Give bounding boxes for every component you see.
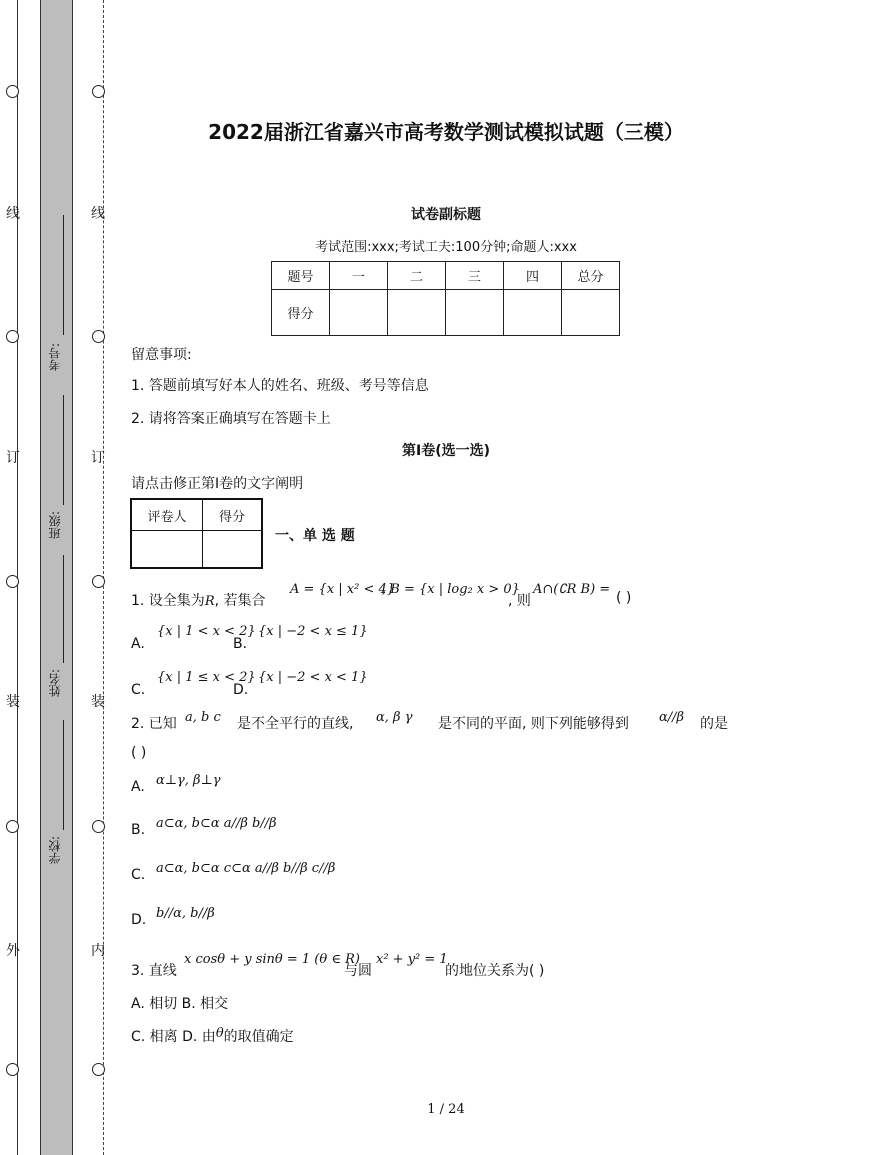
field-name[interactable] bbox=[46, 555, 66, 705]
field-school[interactable] bbox=[46, 720, 66, 870]
field-underline bbox=[63, 555, 64, 663]
punch-hole bbox=[6, 85, 19, 98]
question-1-stem bbox=[131, 590, 266, 610]
q3-options-ab[interactable]: A. 相切 B. 相交 bbox=[131, 996, 229, 1012]
q1-paren: ( ) bbox=[616, 590, 632, 606]
q1-text: 1. 设全集为 bbox=[131, 593, 205, 609]
q2-option-a-label: A. bbox=[131, 779, 145, 795]
punch-hole bbox=[92, 330, 105, 343]
q1-option-a-label: A. bbox=[131, 636, 145, 652]
grader-cell[interactable] bbox=[131, 531, 203, 569]
q1-set-a: A = {x | x² < 4} bbox=[290, 582, 396, 597]
q1-expression: A∩(∁R B) = bbox=[533, 582, 611, 597]
q1-option-c-label: C. bbox=[131, 682, 146, 698]
score-header-cell: 二 bbox=[388, 262, 446, 290]
score-table bbox=[271, 261, 620, 336]
score-header-cell: 题号 bbox=[272, 262, 330, 290]
q3-line-equation: x cosθ + y sinθ = 1 (θ ∈ R) bbox=[184, 952, 360, 967]
q3-text: 的地位关系为( ) bbox=[445, 963, 545, 979]
q3-circle-equation: x² + y² = 1 bbox=[376, 952, 448, 967]
grader-header-cell: 评卷人 bbox=[131, 499, 203, 531]
q2-option-d[interactable]: b//α, b//β bbox=[156, 906, 215, 921]
score-header-cell: 四 bbox=[504, 262, 562, 290]
q2-text: 2. 已知 bbox=[131, 716, 177, 732]
field-label: 学校: bbox=[48, 836, 62, 865]
grader-header-cell: 得分 bbox=[203, 499, 263, 531]
score-row-label: 得分 bbox=[272, 290, 330, 336]
q1-text: , 则 bbox=[508, 593, 531, 609]
margin-char-zhuang: 装 bbox=[6, 694, 20, 710]
q3-theta: θ bbox=[215, 1026, 224, 1041]
notice-item: 2. 请将答案正确填写在答题卡上 bbox=[131, 411, 331, 427]
notice-heading: 留意事项: bbox=[131, 347, 192, 363]
q1-set-b: , B = {x | log₂ x > 0} bbox=[382, 582, 520, 597]
q2-text: 的是 bbox=[700, 716, 728, 732]
q3-text: 与圆 bbox=[344, 963, 372, 979]
score-header-cell: 三 bbox=[446, 262, 504, 290]
q1-text: , 若集合 bbox=[214, 593, 266, 609]
margin-char-wai: 外 bbox=[6, 943, 20, 959]
punch-hole bbox=[6, 1063, 19, 1076]
q3-text: 3. 直线 bbox=[131, 963, 177, 979]
page-subtitle: 试卷副标题 bbox=[411, 207, 481, 223]
score-cell[interactable] bbox=[562, 290, 620, 336]
punch-hole bbox=[92, 575, 105, 588]
punch-hole bbox=[92, 820, 105, 833]
margin-char-ding: 订 bbox=[6, 450, 20, 466]
margin-rule-band-right bbox=[72, 0, 73, 1155]
q2-target: α//β bbox=[659, 710, 685, 725]
score-cell[interactable] bbox=[446, 290, 504, 336]
field-label: 姓名: bbox=[48, 669, 62, 698]
q1-option-b[interactable]: {x | −2 < x ≤ 1} bbox=[258, 624, 368, 639]
score-cell[interactable] bbox=[330, 290, 388, 336]
q1-var: R bbox=[204, 594, 215, 609]
score-cell[interactable] bbox=[504, 290, 562, 336]
q1-option-d-label: D. bbox=[233, 682, 249, 698]
q1-option-b-label: B. bbox=[233, 636, 248, 652]
part-title: 一、单 选 题 bbox=[275, 528, 355, 544]
q1-option-c[interactable]: {x | 1 ≤ x < 2} bbox=[157, 670, 256, 685]
margin-char-zhuang: 装 bbox=[91, 694, 105, 710]
q3-options-cd[interactable] bbox=[131, 1026, 294, 1046]
q3-option-text: C. 相离 D. 由 bbox=[131, 1029, 216, 1045]
q1-option-a[interactable]: {x | 1 < x < 2} bbox=[157, 624, 256, 639]
page-number: 1 / 24 bbox=[427, 1102, 465, 1117]
grader-table bbox=[130, 498, 263, 569]
q2-vars-lines: a, b c bbox=[185, 710, 221, 725]
margin-char-ding: 订 bbox=[91, 450, 105, 466]
field-underline bbox=[63, 215, 64, 335]
section-note: 请点击修正第I卷的文字阐明 bbox=[131, 476, 304, 492]
score-cell[interactable] bbox=[388, 290, 446, 336]
page-title: 2022届浙江省嘉兴市高考数学测试模拟试题（三模） bbox=[208, 120, 684, 144]
margin-char-xian: 线 bbox=[6, 206, 20, 222]
margin-char-xian: 线 bbox=[91, 206, 105, 222]
field-class[interactable] bbox=[46, 395, 66, 545]
score-header-cell: 一 bbox=[330, 262, 388, 290]
score-header-cell: 总分 bbox=[562, 262, 620, 290]
punch-hole bbox=[6, 820, 19, 833]
q2-text: 是不全平行的直线, bbox=[237, 716, 354, 732]
q2-option-b-label: B. bbox=[131, 822, 146, 838]
punch-hole bbox=[6, 575, 19, 588]
q2-option-a[interactable]: α⊥γ, β⊥γ bbox=[156, 773, 221, 788]
section-title: 第I卷(选一选) bbox=[401, 443, 490, 459]
notice-item: 1. 答题前填写好本人的姓名、班级、考号等信息 bbox=[131, 378, 429, 394]
margin-char-nei: 内 bbox=[91, 943, 105, 959]
q2-option-b[interactable]: a⊂α, b⊂α a//β b//β bbox=[156, 816, 277, 831]
field-underline bbox=[63, 720, 64, 830]
q2-option-c-label: C. bbox=[131, 867, 146, 883]
q3-option-text: 的取值确定 bbox=[223, 1029, 294, 1045]
q2-vars-planes: α, β γ bbox=[376, 710, 413, 725]
grader-cell[interactable] bbox=[203, 531, 263, 569]
field-label: 班级: bbox=[48, 511, 62, 540]
punch-hole bbox=[92, 85, 105, 98]
q2-paren: ( ) bbox=[131, 745, 147, 761]
punch-hole bbox=[6, 330, 19, 343]
q1-option-d[interactable]: {x | −2 < x < 1} bbox=[258, 670, 368, 685]
q2-text: 是不同的平面, 则下列能够得到 bbox=[438, 716, 629, 732]
q2-option-c[interactable]: a⊂α, b⊂α c⊂α a//β b//β c//β bbox=[156, 861, 336, 876]
q2-option-d-label: D. bbox=[131, 912, 147, 928]
field-label: 考号: bbox=[48, 343, 62, 372]
punch-hole bbox=[92, 1063, 105, 1076]
exam-info: 考试范围:xxx;考试工夫:100分钟;命题人:xxx bbox=[315, 240, 577, 255]
margin-rule-band-left bbox=[40, 0, 41, 1155]
